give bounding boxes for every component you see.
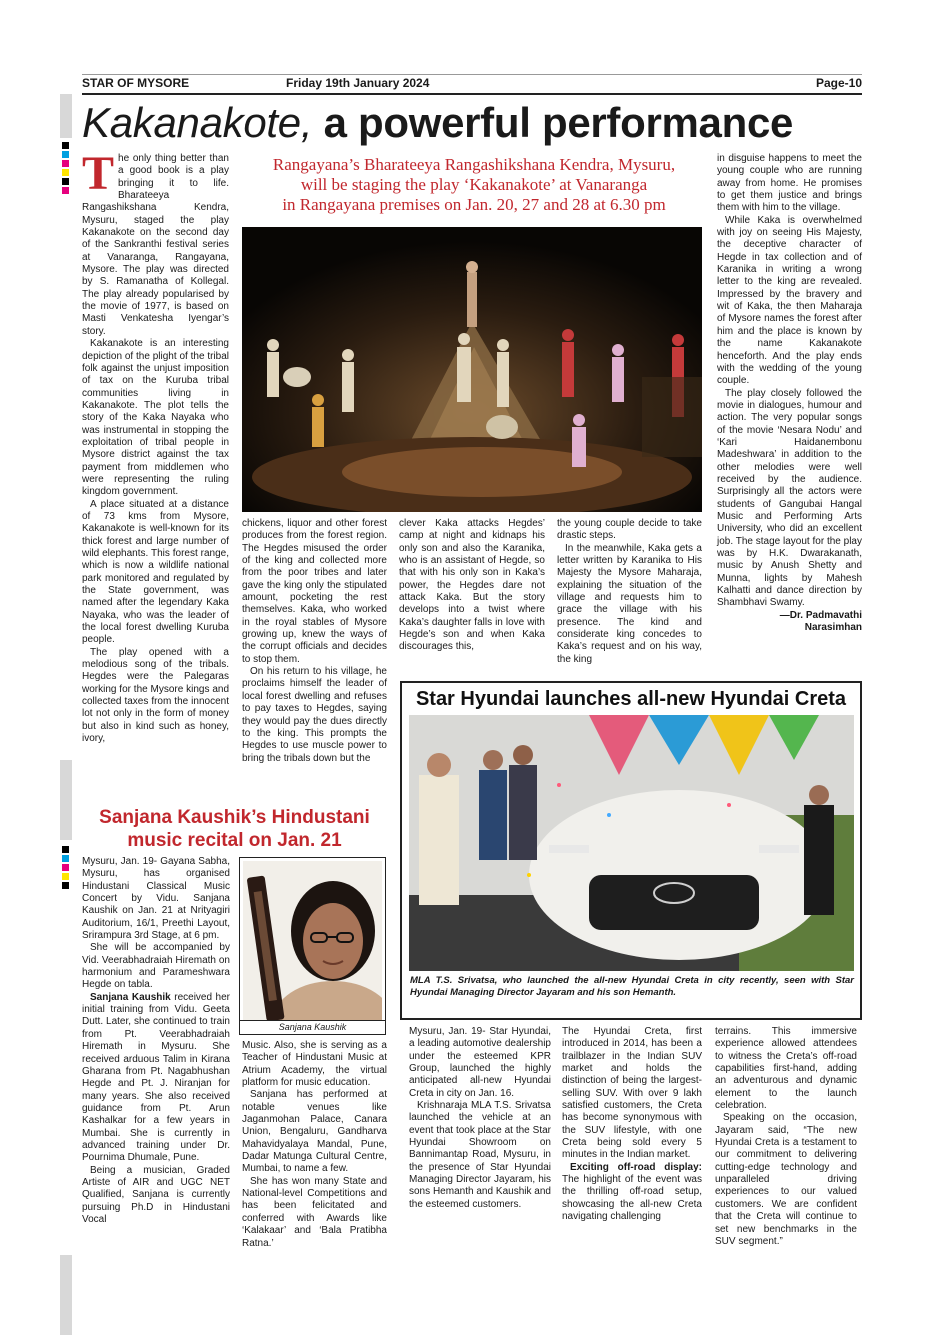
registration-bar-top: [60, 94, 72, 138]
review-paragraph: he only thing better than a good book is a play bringing it to life. Bharateeya Rangashikshana Kendra, Mysuru, staged the play Kakanakote on the second day of the Sankranthi festival series at Vanaranga, Rangayana, Mysore. The play was directed by S. Ramanatha of Kollegal. The play already popularised by the movie of 1977, is based on Masti Venkatesha Iyengar’s story.: [82, 153, 229, 337]
issue-date: Friday 19th January 2024: [286, 76, 430, 90]
registration-mark: [62, 846, 69, 853]
concert-paragraph: received her initial training from Vidu. Geeta Dutt. Later, she continued to train from Pt. Veerabhadraiah Hiremath in Mysuru. She received arduous Talim in Kirana Gharana from Pt. Nagabhushan Hegde and Pt. J. Niranjan for many years. She also received guidance from Pt. Arun Kashalkar for a few years in Mumbai. She is currently in advanced training under Dr. Pournima Dhumale, Pune.: [82, 991, 230, 1164]
concert-name-bold: Sanjana Kaushik: [90, 991, 171, 1003]
registration-mark: [62, 882, 69, 889]
review-paragraph: While Kaka is overwhelmed with joy on seeing His Majesty, the deceptive character of Hegde in tax collection and of Karanika in writing a wrong letter to the king are revealed. Impressed by the bravery and wit of Kaka, the then Maharaja of Mysore names the forest after him and the place is known by the name Kakanakote henceforth. And the play ends with the wedding of the young couple.: [717, 214, 862, 387]
registration-mark: [62, 151, 69, 158]
registration-mark: [62, 169, 69, 176]
registration-mark: [62, 178, 69, 185]
registration-mark: [62, 187, 69, 194]
standfirst-line: in Rangayana premises on Jan. 20, 27 and 28 at 6.30 pm: [282, 195, 666, 214]
page-number: Page-10: [815, 76, 862, 90]
review-paragraph: in disguise happens to meet the young couple who are running away from home. He promises to get them justice and brings them with him to the village.: [717, 153, 862, 214]
headline-bold: a powerful performance: [312, 99, 794, 146]
review-paragraph: Kakanakote is an interesting depiction of the plight of the tribal folk against the unjust imposition of tax on the Kuruba tribal communities living in Kakanakote. The plot tells the story of the Kaka Nayaka who was instrumental in stopping the exploitation of tribal people in Mysore district against the tax payment from middlemen who were representing the ruling kingdom government.: [82, 338, 229, 498]
page-header: [82, 76, 862, 92]
hyundai-paragraph: terrains. This immersive experience allowed attendees to witness the Creta’s off-road capabilities first-hand, adding an adventurous and dynamic element to the launch celebration.: [715, 1026, 857, 1112]
hyundai-paragraph: Mysuru, Jan. 19- Star Hyundai, a leading automotive dealership under the esteemed KPR Group, launched the highly anticipated all-new Hyundai Creta in city on Jan. 16.: [409, 1026, 551, 1099]
hyundai-box: [400, 681, 862, 1020]
standfirst: [240, 155, 708, 223]
hyundai-paragraph: The highlight of the event was the thrilling off-road setup, showcasing the all-new Creta navigating challenging: [562, 1174, 702, 1223]
headline-italic: Kakanakote,: [82, 99, 313, 146]
concert-paragraph: Music. Also, she is serving as a Teacher of Hindustani Music at Atrium Academy, the virtual platform for music education.: [242, 1040, 387, 1089]
concert-paragraph: She will be accompanied by Vid. Veerabhadraiah Hiremath on harmonium and Parameshwara Hegde on tabla.: [82, 942, 230, 991]
concert-paragraph: She has won many State and National-level Competitions and has been felicitated and conferred with Awards like ‘Kalakaar’ and ‘Bala Pratibha Ratna.’: [242, 1175, 387, 1249]
review-paragraph: A place situated at a distance of 73 kms from Mysore, Kakanakote is well-known for its thick forest and large number of wild elephants. This forest range, which is now a wildlife national park monitored and regulated by the State government, was named after the legendary Kaka Nayaka, who was the leader of the local forest dwelling Kuruba people.: [82, 498, 229, 646]
hyundai-launch-photo: [409, 715, 854, 971]
header-rule: [82, 93, 862, 95]
author-signature: —Dr. Padmavathi: [779, 609, 862, 621]
review-column-1: [82, 147, 229, 798]
play-stage-photo: [242, 227, 702, 512]
review-paragraph: clever Kaka attacks Hegdes’ camp at night and kidnaps his only son and also the Karanika, who is an assistant of Hegde, so that with his only son in Kaka’s power, the Hegdes dare not attack Kaka. But the story develops into a twist where Kaka’s daughter falls in love with Hegde’s son and when Kaka discourages this,: [399, 518, 545, 653]
review-column-3: [399, 518, 545, 673]
hyundai-column-1: [409, 1026, 551, 1316]
registration-mark: [62, 864, 69, 871]
registration-mark: [62, 142, 69, 149]
standfirst-line: will be staging the play ‘Kakanakote’ at Vanaranga: [300, 175, 648, 194]
review-paragraph: The play opened with a melodious song of the tribals. Hegdes were the Palegaras working for the Mysore kings and collected taxes from the innocent lot not only in the form of money but also in kind such as honey, ivory,: [82, 646, 229, 745]
review-column-5: [717, 153, 862, 673]
concert-paragraph: Sanjana has performed at notable venues like Jaganmohan Palace, Canara Union, Bengaluru, Gandharva Mahavidyalaya Mandal, Pune, Dadar Matunga Cultural Centre, Mumbai, to name a few.: [242, 1089, 387, 1175]
hyundai-paragraph: Speaking on the occasion, Jayaram said, “The new Hyundai Creta is a testament to our commitment to delivering cutting-edge technology and unparalleled driving experiences to our valued customers. We are confident that the Creta will continue to set new benchmarks in the SUV segment.”: [715, 1112, 857, 1247]
concert-paragraph: Being a musician, Graded Artiste of AIR and UGC NET Qualified, Sanjana is currently pursuing Ph.D in Hindustani Vocal: [82, 1164, 230, 1225]
concert-column-2: [242, 1040, 387, 1315]
review-paragraph: In the meanwhile, Kaka gets a letter written by Karanika to His Majesty the Mysore Maharaja, explaining the situation of the village and requests him to grace the village with his presence. The kind and considerate king concedes to Kaka’s request and on his way, the king: [557, 542, 702, 665]
hyundai-paragraph: The Hyundai Creta, first introduced in 2014, has been a trailblazer in the Indian SUV market and holds the distinction of being the largest-selling SUV. With over 9 lakh satisfied customers, the Creta has become synonymous with the SUV lifestyle, with one Creta being sold every 5 minutes in the Indian market.: [562, 1026, 702, 1161]
review-paragraph: chickens, liquor and other forest produces from the forest region. The Hegdes misused the order of the king and collected more from the poor tribes and later gave the king only the stipulated amount, pocketing the rest themselves. Kaka, who worked in the royal stables of Mysore growing up, knew the ways of the corrupt officials and decides to stop them.: [242, 518, 387, 665]
concert-column-1: [82, 856, 230, 1316]
author-signature: Narasimhan: [804, 622, 862, 634]
registration-bar-bottom: [60, 1255, 72, 1335]
hyundai-headline: Star Hyundai launches all-new Hyundai Creta: [415, 688, 847, 710]
registration-mark: [62, 160, 69, 167]
review-column-2: [242, 518, 387, 803]
review-paragraph: The play closely followed the movie in dialogues, humour and action. The very popular songs of the movie ‘Nesara Nodu’ and ‘Kari Haidanembonu Madeshwara’ in addition to the other melodies were well received by the audience. Surprisingly all the actors were students of Gangubai Hangal Music and Performing Arts University, who did an excellent job. The stage layout for the play was by H.K. Dwarakanath, music by Anush Shetty and Munna, lights by Mahesh Kalhatti and dance direction by Shambhavi Swamy.: [717, 387, 862, 609]
drop-cap: T: [82, 147, 115, 200]
sanjana-photo: [243, 861, 382, 1021]
registration-mark: [62, 873, 69, 880]
sanjana-photo-frame: [239, 857, 386, 1035]
concert-paragraph: Mysuru, Jan. 19- Gayana Sabha, Mysuru, has organised Hindustani Classical Music Concert by Vidu. Sanjana Kaushik on Jan. 21 at Nrityagiri Auditorium, 16/1, Preethi Layout, Srirampura 3rd Stage, at 6 pm.: [82, 856, 230, 942]
review-paragraph: On his return to his village, he proclaims himself the leader of local forest dwelling and refuses to pay taxes to Hegdes, saying they would pay the dues directly to the king. This prompts the Hegdes to use muscle power to bring the tribals down but the: [242, 666, 387, 764]
registration-bar-mid: [60, 760, 72, 840]
publication-name: STAR OF MYSORE: [82, 76, 190, 90]
review-paragraph: the young couple decide to take drastic steps.: [557, 518, 702, 542]
standfirst-line: Rangayana’s Bharateeya Rangashikshana Kendra, Mysuru,: [272, 155, 676, 174]
header-rule-top: [82, 74, 862, 75]
photo-caption: Sanjana Kaushik: [240, 1020, 385, 1034]
hyundai-subhead: Exciting off-road display:: [570, 1161, 702, 1173]
registration-mark: [62, 855, 69, 862]
concert-headline: Sanjana Kaushik’s Hindustani music recital on Jan. 21: [99, 807, 370, 851]
hyundai-column-3: [715, 1026, 857, 1316]
page-title: [82, 97, 862, 149]
hyundai-column-2: [562, 1026, 702, 1316]
review-column-4: [557, 518, 702, 673]
hyundai-paragraph: Krishnaraja MLA T.S. Srivatsa launched the vehicle at an event that took place at the Star Hyundai Showroom on Bannimantap Road, Mysuru, in the presence of Star Hyundai Managing Director Jayaram, his sons Hemanth and Kaushik and the esteemed customers.: [409, 1100, 551, 1210]
hyundai-caption: MLA T.S. Srivatsa, who launched the all-new Hyundai Creta in city recently, seen with Star Hyundai Managing Director Jayaram and his son Hemanth.: [410, 975, 854, 998]
